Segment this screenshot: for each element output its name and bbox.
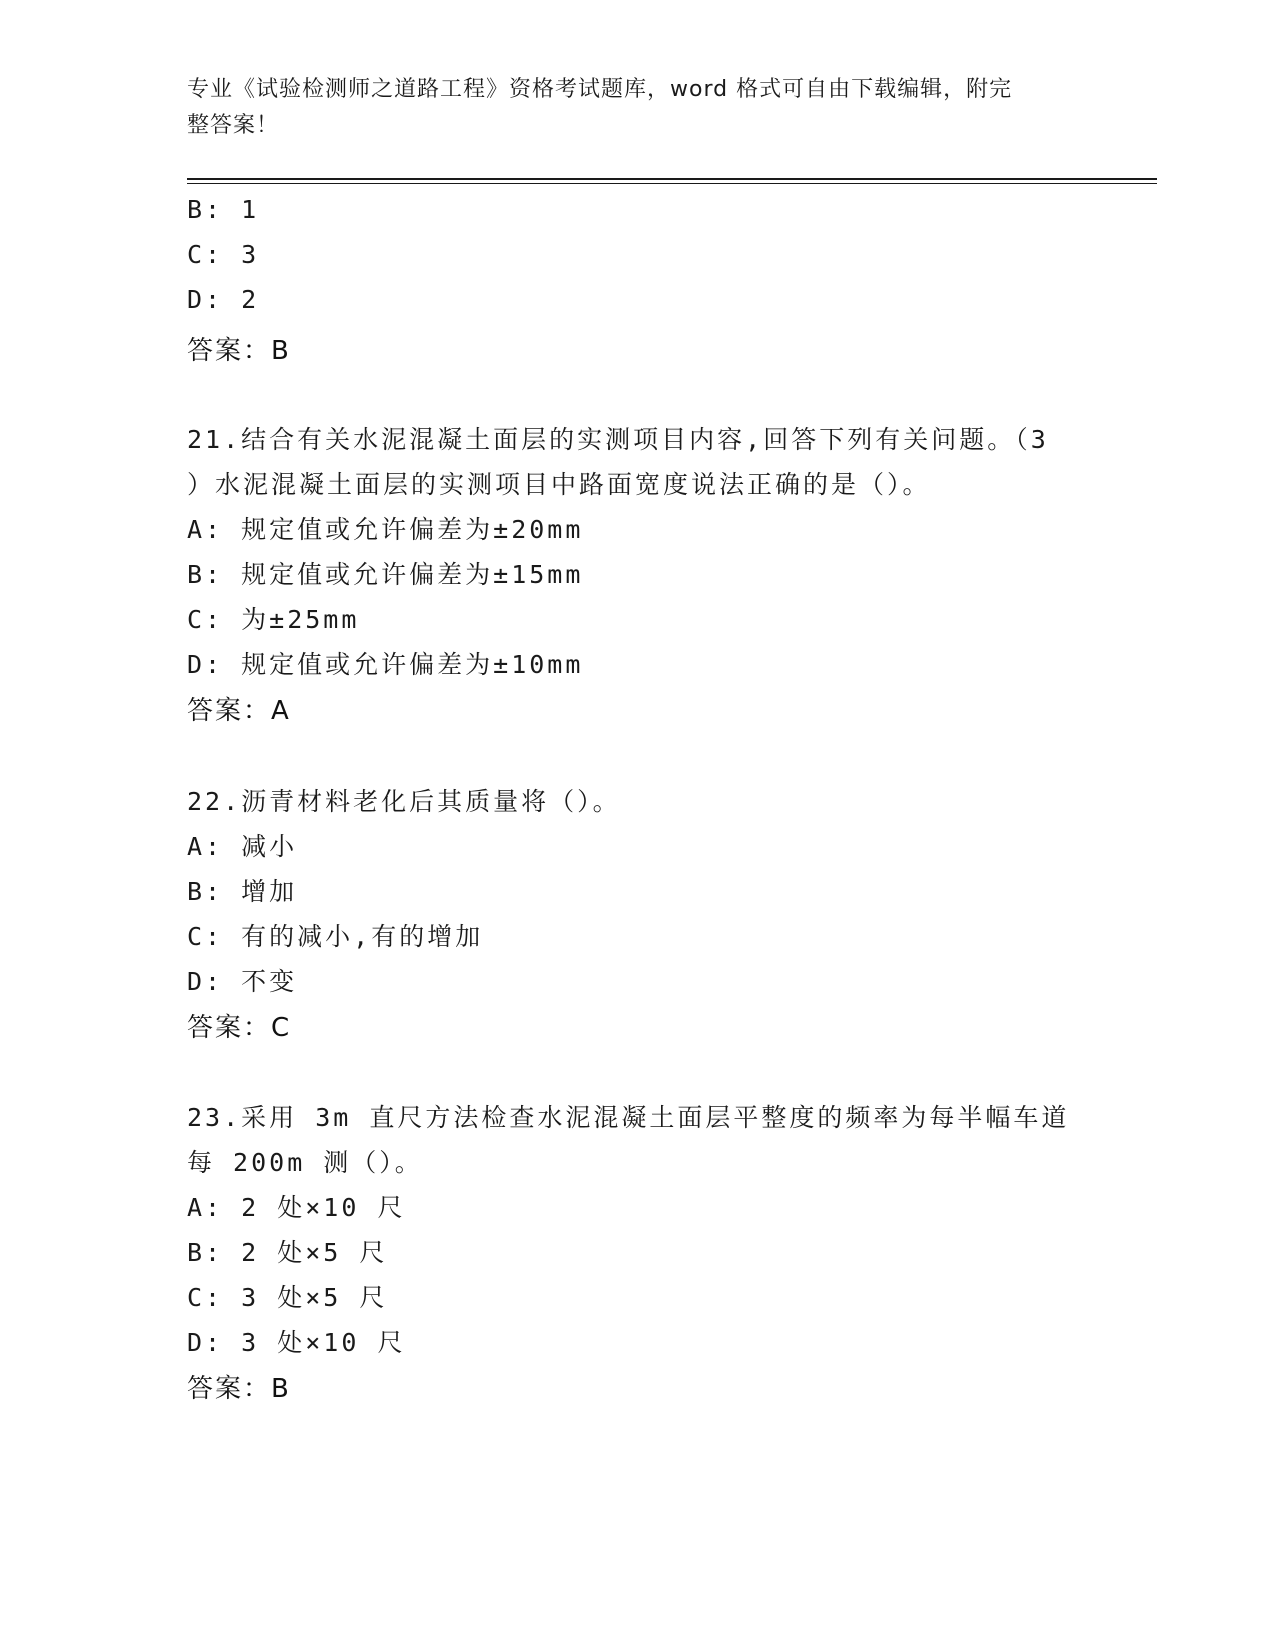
prev-option-c: C: 3 bbox=[187, 240, 260, 269]
q21-option-c: C: 为±25mm bbox=[187, 605, 360, 634]
q23-answer: 答案：B bbox=[187, 1374, 291, 1404]
q22-option-d: D: 不变 bbox=[187, 967, 298, 996]
q21-answer: 答案：A bbox=[187, 696, 291, 726]
prev-option-b: B: 1 bbox=[187, 195, 260, 224]
q23-option-b: B: 2 处×5 尺 bbox=[187, 1238, 388, 1267]
q22-answer: 答案：C bbox=[187, 1013, 292, 1043]
q23-stem-line-1: 23.采用 3m 直尺方法检查水泥混凝土面层平整度的频率为每半幅车道 bbox=[187, 1103, 1070, 1132]
q21-option-d: D: 规定值或允许偏差为±10mm bbox=[187, 650, 584, 679]
q22-stem-line-1: 22.沥青材料老化后其质量将（）。 bbox=[187, 787, 621, 816]
q23-option-d: D: 3 处×10 尺 bbox=[187, 1328, 406, 1357]
q23-stem-line-2: 每 200m 测（）。 bbox=[187, 1148, 423, 1177]
q23-option-c: C: 3 处×5 尺 bbox=[187, 1283, 388, 1312]
header-divider-thick bbox=[187, 178, 1157, 180]
q22-option-c: C: 有的减小,有的增加 bbox=[187, 922, 484, 951]
header-line-1: 专业《试验检测师之道路工程》资格考试题库，word 格式可自由下载编辑，附完 bbox=[187, 77, 1013, 102]
q21-stem-line-1: 21.结合有关水泥混凝土面层的实测项目内容,回答下列有关问题。（3 bbox=[187, 425, 1049, 454]
header-line-2: 整答案！ bbox=[187, 113, 280, 138]
q21-stem-line-2: ）水泥混凝土面层的实测项目中路面宽度说法正确的是（）。 bbox=[187, 470, 931, 499]
page-header bbox=[187, 72, 1067, 144]
q23-option-a: A: 2 处×10 尺 bbox=[187, 1193, 406, 1222]
header-divider-thin bbox=[187, 183, 1157, 184]
q22-option-b: B: 增加 bbox=[187, 877, 298, 906]
q21-option-a: A: 规定值或允许偏差为±20mm bbox=[187, 515, 584, 544]
q22-option-a: A: 减小 bbox=[187, 832, 298, 861]
prev-option-d: D: 2 bbox=[187, 285, 260, 314]
prev-answer: 答案：B bbox=[187, 336, 291, 366]
q21-option-b: B: 规定值或允许偏差为±15mm bbox=[187, 560, 584, 589]
